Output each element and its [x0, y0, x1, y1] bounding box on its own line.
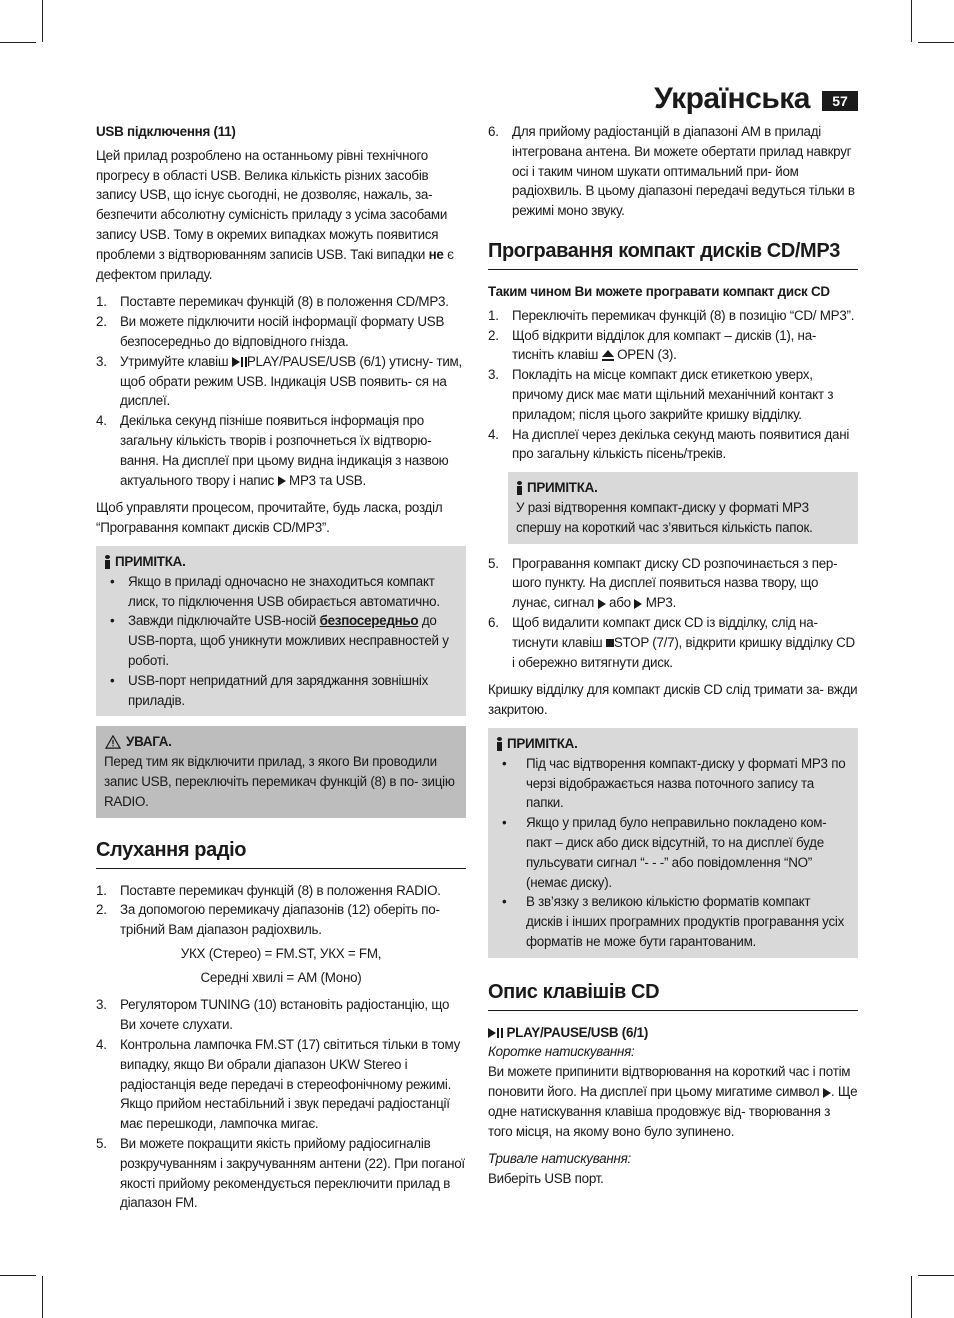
note-title: ПРИМІТКА. — [115, 553, 186, 569]
list-item: 1. Переключіть перемикач функцій (8) в позицію “CD/ MP3”. — [488, 307, 855, 323]
eject-icon — [602, 350, 614, 362]
list-item: 6. Для прийому радіостанцій в діапазоні AM в приладі інтегрована антена. Ви можете обертати прилад навкруг осі і таким чином шукати оптимальний при- йом радіохвиль. В цьому діапазоні передачі ведуться тільки в режимі моно звуку. — [488, 124, 855, 219]
crop-mark — [42, 0, 43, 42]
long-press-label: Тривале натискування: — [488, 1151, 631, 1167]
list-item: • Якщо в приладі одночасно не знаходиться компакт лиск, то підключення USB обирається автоматично. — [110, 573, 440, 609]
play-icon — [278, 476, 286, 486]
band-line: Середні хвилі = AM (Моно) — [200, 969, 362, 985]
list-item: 4. Контрольна лампочка FM.ST (17) світиться тільки в тому випадку, якщо Ви обрали діапазон UKW Stereo і радіостанція веде передачі в стереофонічному режимі. Якщо прийом нестабільний і звук передачі радіостанції має перешкоди, лампочка мигає. — [96, 1037, 461, 1132]
right-column — [488, 122, 858, 1189]
list-item: • Завжди підключайте USB-носій безпосередньо до USB-порта, щоб уникнути можливих несправностей у роботі. — [110, 613, 449, 668]
radio-steps-2 — [96, 995, 466, 1213]
list-item: 1. Поставте перемикач функцій (8) в положення RADIO. — [96, 882, 441, 898]
list-item: 3. Утримуйте клавіш PLAY/PAUSE/USB (6/1) утисну- тим, щоб обрати режим USB. Індикація USB появить- ся на дисплеї. — [96, 353, 462, 409]
play-icon — [232, 357, 240, 367]
usb-after-text: Щоб управляти процесом, прочитайте, будь ласка, розділ “Програвання компакт дисків CD/MP3”. — [96, 500, 443, 536]
list-item: 4. На дисплеї через декілька секунд мають появитися дані про загальну кількість пісень/треків. — [488, 426, 850, 462]
crop-mark — [42, 1276, 43, 1318]
list-item: 5. Ви можете покращити якість прийому радіосигналів розкручуванням і закручуванням антени (22). При поганої якості прийому рекомендується переключити прилад в діапазон FM. — [96, 1136, 465, 1211]
note-box — [508, 472, 858, 543]
note-list — [496, 754, 850, 952]
keys-heading: Опис клавішів CD — [488, 980, 858, 1011]
page-number-badge: 57 — [822, 91, 858, 111]
short-press-text: Ви можете припинити відтворювання на короткий час і потім поновити його. На дисплеї при цьому мигатиме символ . Ще одне натискування клавіша продовжує від- творювання з того місця, на якому воно було зупинено. — [488, 1064, 858, 1139]
cd-heading: Програвання компакт дисків CD/MP3 — [488, 239, 858, 270]
list-item: 6. Щоб видалити компакт диск CD із відділку, слід на- тиснути клавіш STOP (7/7), відкрити кришку відділку CD і обережно витягнути диск. — [488, 614, 855, 670]
note-title: ПРИМІТКА. — [507, 735, 578, 751]
cd-after-text: Кришку відділку для компакт дисків CD слід тримати за- вжди закритою. — [488, 682, 858, 718]
info-icon — [516, 481, 523, 495]
play-icon — [488, 1028, 496, 1038]
list-item: 2. Щоб відкрити відділок для компакт – дисків (1), на- тисніть клавіш OPEN (3). — [488, 327, 817, 363]
note-box — [96, 546, 466, 716]
cd-steps — [488, 306, 858, 464]
list-item: 5. Програвання компакт диску CD розпочинається з пер- шого пункту. На дисплеї появиться назва твору, що лунає, сигнал або MP3. — [488, 555, 838, 611]
usb-intro: Цей прилад розроблено на останньому рівні технічного прогресу в області USB. Велика кількість різних засобів запису USB, що існує сьогодні, не дозволяє, нажаль, за- безпечити абсолютну сумісність приладу з усіма засобами запису USB. Тому в окремих випадках можуть появитися проблеми з відтворюванням записів USB. Такі випадки не є дефектом приладу. — [96, 147, 454, 282]
radio-heading: Слухання радіо — [96, 838, 466, 869]
short-press-label: Коротке натискування: — [488, 1044, 635, 1060]
play-icon — [598, 599, 606, 609]
list-item: 3. Регулятором TUNING (10) встановіть радіостанцію, що Ви хочете слухати. — [96, 997, 450, 1033]
stop-icon — [606, 639, 614, 647]
list-item: 3. Покладіть на місце компакт диск етикеткою уверх, причому диск має мати щільний механічний контакт з приладом; після цього закрийте кришку відділку. — [488, 367, 834, 422]
key-label: PLAY/PAUSE/USB (6/1) — [488, 1023, 858, 1043]
note-title: ПРИМІТКА. — [527, 480, 598, 496]
long-press-text: Виберіть USB порт. — [488, 1171, 604, 1187]
cd-subheading: Таким чином Ви можете програвати компакт диск CD — [488, 283, 830, 299]
warning-title: УВАГА. — [126, 734, 172, 750]
note-text: У разі відтворення компакт-диску у форматі MP3 спершу на короткий час з’явиться кількість папок. — [516, 499, 813, 535]
list-item: 4. Декілька секунд пізніше появиться інформація про загальну кількість творів і розпочнеться їх відтворю- вання. На дисплеї при цьому видна індикація з назвою актуального твору і напис MP3 та USB. — [96, 413, 449, 488]
list-item: 2. Ви можете підключити носій інформації формату USB безпосередньо до відповідного гнізда. — [96, 314, 445, 349]
list-item: 2. За допомогою перемикачу діапазонів (12) оберіть по- трібний Вам діапазон радіохвиль. — [96, 902, 440, 938]
list-item: • USB-порт непридатний для заряджання зовнішніх приладів. — [110, 672, 429, 708]
crop-mark — [918, 42, 954, 43]
note-list — [104, 572, 458, 711]
warning-icon — [104, 735, 122, 749]
crop-mark — [0, 1275, 36, 1276]
usb-heading: USB підключення (11) — [96, 124, 236, 139]
info-icon — [496, 737, 503, 751]
play-icon — [823, 1088, 831, 1098]
cd-steps-2 — [488, 554, 858, 673]
list-item: • В зв’язку з великою кількістю форматів компакт дисків і інших програмних продуктів програвання усіх форматів не може бути гарантованим. — [502, 894, 845, 949]
warning-box — [96, 726, 466, 817]
crop-mark — [911, 1276, 912, 1318]
list-item: • Під час відтворення компакт-диску у форматі MP3 по черзі відображається назва поточного запису та папки. — [502, 755, 846, 811]
crop-mark — [911, 0, 912, 42]
crop-mark — [0, 42, 36, 43]
radio-steps — [96, 881, 466, 940]
warning-text: Перед тим як відключити прилад, з якого Ви проводили запис USB, переключіть перемикач функцій (8) в по- зицію RADIO. — [104, 754, 455, 809]
pause-icon — [497, 1028, 503, 1038]
radio-steps-cont — [488, 122, 858, 221]
list-item: • Якщо у прилад було неправильно покладено ком- пакт – диск або диск відсутній, то на дисплеї буде пульсувати сигнал “- - -” або повідомлення “NO” (немає диску). — [502, 815, 827, 890]
crop-mark — [918, 1275, 954, 1276]
usb-steps — [96, 292, 466, 490]
info-icon — [104, 555, 111, 569]
page-title: Українська — [654, 82, 810, 115]
list-item: 1. Поставте перемикач функцій (8) в положення CD/MP3. — [96, 294, 449, 310]
note-box — [488, 728, 858, 958]
left-column — [96, 122, 466, 1221]
band-line: УКХ (Стерео) = FM.ST, УКХ = FM, — [180, 945, 382, 961]
